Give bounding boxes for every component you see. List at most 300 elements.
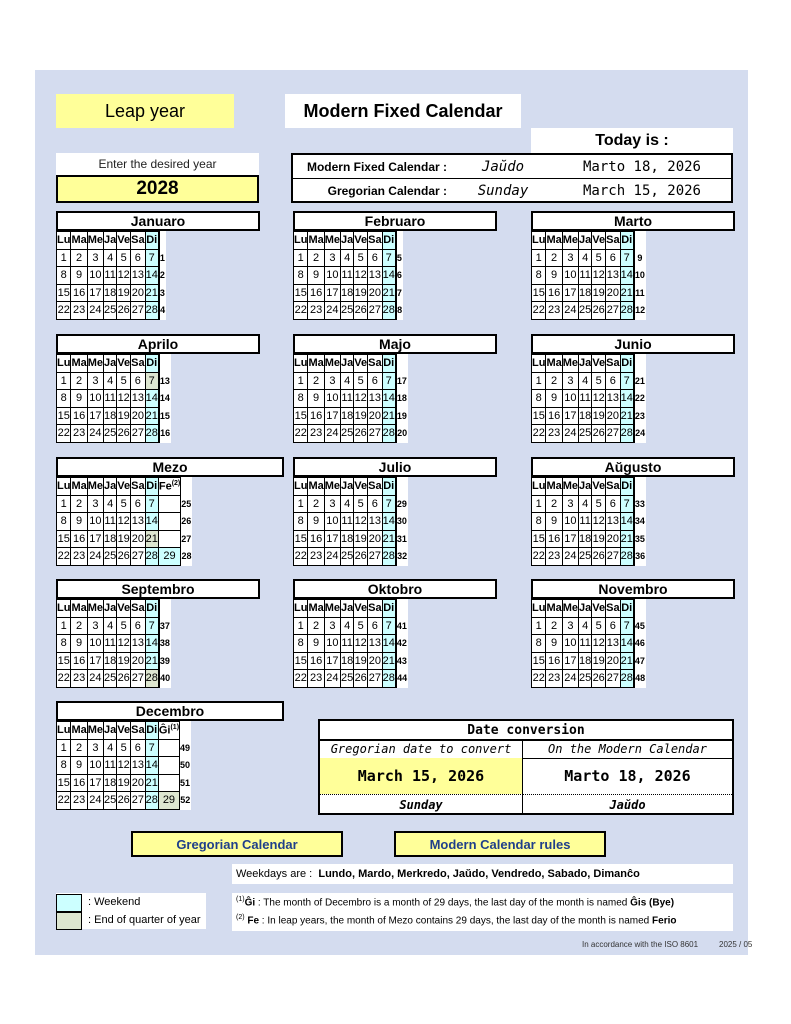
week-number: 34 xyxy=(634,516,645,527)
day-cell: 17 xyxy=(87,284,103,302)
day-cell: 18 xyxy=(104,774,117,792)
day-cell: 9 xyxy=(308,513,324,531)
day-header: Lu xyxy=(532,600,546,618)
day-cell: 27 xyxy=(131,670,145,688)
day-cell: 13 xyxy=(606,390,620,408)
week-number: 37 xyxy=(159,620,170,631)
day-cell: 25 xyxy=(104,302,117,320)
day-cell: 17 xyxy=(562,407,578,425)
day-cell: 8 xyxy=(57,513,71,531)
day-header: Di xyxy=(382,478,395,496)
day-cell: 4 xyxy=(341,617,354,635)
gregorian-calendar-button[interactable]: Gregorian Calendar xyxy=(131,831,343,857)
day-cell: 17 xyxy=(87,407,103,425)
day-header: Di xyxy=(145,478,158,496)
day-header: Ve xyxy=(592,232,606,250)
week-number: 7 xyxy=(396,287,402,298)
week-number: 20 xyxy=(397,428,408,439)
month-title: Aprilo xyxy=(56,334,260,354)
month-grid xyxy=(531,231,646,320)
day-header: Ve xyxy=(592,355,606,373)
day-cell: 12 xyxy=(592,513,606,531)
day-cell: 11 xyxy=(341,267,354,285)
extra-day-cell: 29 xyxy=(158,548,180,566)
day-cell: 7 xyxy=(145,739,158,757)
quarter-swatch xyxy=(56,912,82,930)
day-cell: 26 xyxy=(354,425,368,443)
day-cell: 9 xyxy=(71,267,87,285)
day-cell: 25 xyxy=(579,302,592,320)
day-cell: 16 xyxy=(71,407,87,425)
day-cell: 8 xyxy=(294,267,308,285)
day-header: Ve xyxy=(117,600,131,618)
day-cell: 10 xyxy=(562,513,578,531)
day-header: Sa xyxy=(606,478,620,496)
day-cell: 19 xyxy=(354,652,368,670)
day-cell: 14 xyxy=(145,390,158,408)
day-cell: 19 xyxy=(117,774,131,792)
day-header: Sa xyxy=(368,478,382,496)
day-cell: 6 xyxy=(131,372,145,390)
day-cell: 18 xyxy=(579,652,592,670)
day-cell: 11 xyxy=(579,390,592,408)
day-cell: 23 xyxy=(71,425,87,443)
week-number: 40 xyxy=(160,673,171,684)
week-number: 4 xyxy=(160,305,166,316)
day-header: Ve xyxy=(117,478,131,496)
day-cell: 17 xyxy=(324,652,340,670)
day-cell: 15 xyxy=(57,407,71,425)
day-cell: 22 xyxy=(532,302,546,320)
day-cell: 26 xyxy=(117,425,131,443)
week-number: 27 xyxy=(181,533,192,544)
day-cell: 22 xyxy=(294,670,308,688)
day-cell: 21 xyxy=(620,652,633,670)
day-header: Me xyxy=(324,600,340,618)
day-cell: 5 xyxy=(592,617,606,635)
day-cell: 26 xyxy=(592,670,606,688)
day-cell: 27 xyxy=(131,792,145,810)
day-cell: 18 xyxy=(341,652,354,670)
page-title: Modern Fixed Calendar xyxy=(285,94,521,128)
month-title: Marto xyxy=(531,211,735,231)
day-cell: 12 xyxy=(354,267,368,285)
day-header: Lu xyxy=(57,722,71,740)
day-cell: 15 xyxy=(532,530,546,548)
day-cell: 20 xyxy=(131,652,145,670)
day-cell: 22 xyxy=(57,548,71,566)
day-cell: 4 xyxy=(579,249,592,267)
day-cell: 19 xyxy=(592,284,606,302)
day-cell: 3 xyxy=(87,617,103,635)
day-cell: 22 xyxy=(57,792,71,810)
day-cell: 20 xyxy=(131,284,145,302)
day-header: Sa xyxy=(368,232,382,250)
day-header: Sa xyxy=(131,232,145,250)
day-cell: 28 xyxy=(382,670,395,688)
day-cell: 10 xyxy=(87,390,103,408)
day-cell: 28 xyxy=(382,302,395,320)
month-grid xyxy=(531,477,646,566)
month-grid xyxy=(56,599,171,688)
day-header: Me xyxy=(324,232,340,250)
day-cell: 6 xyxy=(131,249,145,267)
day-cell: 24 xyxy=(324,670,340,688)
weekdays-line xyxy=(232,864,733,884)
mfc-label: Modern Fixed Calendar : xyxy=(306,159,447,174)
extra-day-cell xyxy=(158,530,180,548)
mfc-date: Marto 18, 2026 xyxy=(582,158,701,175)
day-cell: 1 xyxy=(57,249,71,267)
day-cell: 16 xyxy=(308,407,324,425)
day-cell: 3 xyxy=(562,617,578,635)
day-cell: 20 xyxy=(606,652,620,670)
day-cell: 18 xyxy=(341,407,354,425)
month-grid xyxy=(293,354,408,443)
day-cell: 6 xyxy=(131,495,145,513)
day-cell: 15 xyxy=(57,652,71,670)
day-cell: 4 xyxy=(104,739,117,757)
week-number: 46 xyxy=(634,638,645,649)
day-cell: 14 xyxy=(620,513,633,531)
day-header: Di xyxy=(145,355,158,373)
week-number: 39 xyxy=(159,655,170,666)
day-header: Ve xyxy=(354,600,368,618)
day-header: Ja xyxy=(341,478,354,496)
extra-day-header: Fe$^{(2)}$ xyxy=(158,478,180,496)
day-cell: 23 xyxy=(546,670,562,688)
day-cell: 26 xyxy=(354,548,368,566)
note-2-mark: (2) xyxy=(236,914,245,921)
day-cell: 25 xyxy=(341,302,354,320)
week-number: 50 xyxy=(180,760,191,771)
day-header: Lu xyxy=(294,355,308,373)
day-cell: 8 xyxy=(57,635,71,653)
day-cell: 20 xyxy=(606,407,620,425)
week-number: 12 xyxy=(635,305,646,316)
month-title: Mezo xyxy=(56,457,284,477)
day-cell: 24 xyxy=(562,302,578,320)
gregorian-weekday: Sunday xyxy=(320,794,523,814)
weekend-legend-label: : Weekend xyxy=(88,896,141,908)
week-number: 8 xyxy=(397,305,403,316)
day-cell: 24 xyxy=(87,670,103,688)
day-header: Sa xyxy=(606,232,620,250)
note-1 xyxy=(236,896,674,908)
day-cell: 23 xyxy=(546,548,562,566)
day-cell: 19 xyxy=(354,407,368,425)
day-cell: 2 xyxy=(71,495,87,513)
week-number: 15 xyxy=(159,410,170,421)
enter-year-label: Enter the desired year xyxy=(56,153,259,175)
day-cell: 6 xyxy=(368,249,382,267)
modern-rules-button[interactable]: Modern Calendar rules xyxy=(394,831,606,857)
day-cell: 23 xyxy=(546,302,562,320)
day-cell: 15 xyxy=(57,774,71,792)
day-cell: 28 xyxy=(145,302,158,320)
day-cell: 6 xyxy=(606,617,620,635)
modern-date-output: Marto 18, 2026 xyxy=(564,767,691,785)
week-number: 22 xyxy=(634,393,645,404)
day-cell: 7 xyxy=(620,249,633,267)
day-header: Lu xyxy=(57,232,71,250)
day-cell: 11 xyxy=(104,267,117,285)
modern-header: On the Modern Calendar xyxy=(523,739,732,759)
month-title: Septembro xyxy=(56,579,260,599)
day-cell: 3 xyxy=(562,495,578,513)
day-cell: 21 xyxy=(620,407,633,425)
day-cell: 7 xyxy=(145,372,158,390)
day-cell: 22 xyxy=(57,670,71,688)
week-number: 48 xyxy=(635,673,646,684)
month-grid xyxy=(56,477,192,566)
day-cell: 2 xyxy=(71,617,87,635)
month-grid xyxy=(531,599,646,688)
day-header: Ma xyxy=(546,355,562,373)
day-cell: 7 xyxy=(145,495,158,513)
day-header: Ma xyxy=(308,478,324,496)
week-number: 5 xyxy=(396,252,402,263)
week-number: 10 xyxy=(634,270,645,281)
day-cell: 20 xyxy=(368,530,382,548)
day-cell: 12 xyxy=(117,513,131,531)
day-cell: 9 xyxy=(546,267,562,285)
day-cell: 21 xyxy=(145,530,158,548)
day-cell: 21 xyxy=(382,652,395,670)
day-cell: 9 xyxy=(71,513,87,531)
day-cell: 20 xyxy=(131,774,145,792)
week-number: 13 xyxy=(159,375,170,386)
day-cell: 1 xyxy=(294,249,308,267)
week-number: 52 xyxy=(180,795,191,806)
day-cell: 2 xyxy=(71,372,87,390)
day-cell: 7 xyxy=(620,495,633,513)
day-header: Ma xyxy=(546,600,562,618)
day-cell: 26 xyxy=(592,548,606,566)
day-cell: 27 xyxy=(606,670,620,688)
day-cell: 23 xyxy=(546,425,562,443)
day-cell: 7 xyxy=(145,617,158,635)
day-cell: 3 xyxy=(562,249,578,267)
day-header: Lu xyxy=(294,478,308,496)
day-cell: 22 xyxy=(57,302,71,320)
day-cell: 6 xyxy=(131,739,145,757)
day-cell: 27 xyxy=(131,548,145,566)
day-cell: 12 xyxy=(354,513,368,531)
day-cell: 10 xyxy=(562,390,578,408)
day-cell: 27 xyxy=(131,425,145,443)
day-cell: 7 xyxy=(382,372,395,390)
month-title: Januaro xyxy=(56,211,260,231)
week-number: 28 xyxy=(181,551,192,562)
leap-year-label: Leap year xyxy=(56,94,234,128)
day-cell: 17 xyxy=(562,530,578,548)
day-header: Lu xyxy=(532,232,546,250)
day-header: Lu xyxy=(532,355,546,373)
day-cell: 20 xyxy=(606,284,620,302)
day-cell: 21 xyxy=(145,652,158,670)
day-cell: 27 xyxy=(368,302,382,320)
day-header: Lu xyxy=(294,232,308,250)
day-cell: 2 xyxy=(546,249,562,267)
day-cell: 22 xyxy=(294,548,308,566)
day-cell: 24 xyxy=(562,670,578,688)
day-cell: 13 xyxy=(606,635,620,653)
day-cell: 7 xyxy=(382,495,395,513)
day-cell: 18 xyxy=(104,530,117,548)
month-title: Majo xyxy=(293,334,497,354)
note-1-text: : The month of Decembro is a month of 29 days, the last day of the month is named xyxy=(257,897,628,909)
day-cell: 2 xyxy=(308,249,324,267)
day-cell: 16 xyxy=(308,652,324,670)
day-header: Lu xyxy=(57,600,71,618)
day-cell: 3 xyxy=(324,372,340,390)
week-number: 42 xyxy=(396,638,407,649)
day-cell: 13 xyxy=(606,267,620,285)
day-cell: 15 xyxy=(294,530,308,548)
day-cell: 3 xyxy=(324,617,340,635)
day-cell: 2 xyxy=(308,617,324,635)
day-cell: 13 xyxy=(131,513,145,531)
day-cell: 19 xyxy=(592,407,606,425)
today-label: Today is : xyxy=(531,128,733,153)
week-number: 43 xyxy=(396,655,407,666)
month-title: Novembro xyxy=(531,579,735,599)
day-cell: 23 xyxy=(71,548,87,566)
day-cell: 14 xyxy=(620,390,633,408)
weekdays-label: Weekdays are : xyxy=(236,868,313,880)
week-number: 33 xyxy=(634,498,645,509)
day-cell: 16 xyxy=(546,407,562,425)
day-header: Ma xyxy=(71,232,87,250)
week-number: 3 xyxy=(159,287,165,298)
day-cell: 22 xyxy=(57,425,71,443)
day-cell: 19 xyxy=(354,284,368,302)
gregorian-date-input[interactable]: March 15, 2026 xyxy=(320,758,523,794)
day-cell: 4 xyxy=(104,495,117,513)
day-cell: 18 xyxy=(104,652,117,670)
day-cell: 10 xyxy=(87,513,103,531)
day-cell: 13 xyxy=(131,757,145,775)
day-cell: 11 xyxy=(579,513,592,531)
day-cell: 6 xyxy=(368,495,382,513)
day-cell: 15 xyxy=(532,652,546,670)
day-cell: 5 xyxy=(354,249,368,267)
note-2-name: Ferio xyxy=(652,915,677,927)
week-number: 35 xyxy=(634,533,645,544)
day-cell: 7 xyxy=(620,617,633,635)
day-cell: 21 xyxy=(145,284,158,302)
day-header: Me xyxy=(87,478,103,496)
version: 2025 / 05 xyxy=(719,940,753,949)
week-number: 26 xyxy=(181,516,192,527)
day-cell: 9 xyxy=(546,390,562,408)
day-cell: 22 xyxy=(532,425,546,443)
day-cell: 24 xyxy=(87,425,103,443)
day-cell: 9 xyxy=(71,757,87,775)
day-header: Me xyxy=(562,478,578,496)
day-cell: 1 xyxy=(57,739,71,757)
day-cell: 26 xyxy=(592,425,606,443)
day-cell: 4 xyxy=(579,617,592,635)
week-number: 41 xyxy=(396,620,407,631)
day-cell: 17 xyxy=(324,530,340,548)
day-cell: 23 xyxy=(308,425,324,443)
day-cell: 13 xyxy=(368,390,382,408)
day-cell: 4 xyxy=(341,249,354,267)
day-cell: 4 xyxy=(579,495,592,513)
day-cell: 18 xyxy=(579,407,592,425)
year-input[interactable]: 2028 xyxy=(56,175,259,203)
day-cell: 1 xyxy=(532,617,546,635)
day-header: Sa xyxy=(368,355,382,373)
day-cell: 14 xyxy=(145,513,158,531)
day-cell: 9 xyxy=(71,390,87,408)
day-cell: 15 xyxy=(294,407,308,425)
day-cell: 27 xyxy=(368,670,382,688)
day-cell: 11 xyxy=(104,635,117,653)
day-cell: 14 xyxy=(620,635,633,653)
day-cell: 17 xyxy=(87,774,103,792)
day-cell: 18 xyxy=(579,530,592,548)
day-cell: 5 xyxy=(117,495,131,513)
day-cell: 3 xyxy=(562,372,578,390)
day-header: Ja xyxy=(104,232,117,250)
extra-day-cell: 29 xyxy=(158,792,179,810)
day-cell: 9 xyxy=(308,390,324,408)
week-number: 11 xyxy=(635,287,645,298)
day-header: Ve xyxy=(117,355,131,373)
day-header: Ja xyxy=(579,478,592,496)
week-number: 1 xyxy=(159,252,165,263)
day-cell: 11 xyxy=(341,635,354,653)
day-cell: 10 xyxy=(324,635,340,653)
day-header: Ve xyxy=(354,355,368,373)
day-cell: 24 xyxy=(87,302,103,320)
week-number: 6 xyxy=(396,270,402,281)
week-number: 9 xyxy=(637,252,643,263)
day-header: Ja xyxy=(104,478,117,496)
day-cell: 6 xyxy=(131,617,145,635)
day-cell: 8 xyxy=(294,513,308,531)
day-cell: 26 xyxy=(117,548,131,566)
day-cell: 3 xyxy=(324,495,340,513)
extra-day-header: $Ĝi^{(1)}$ xyxy=(158,722,179,740)
conversion-title: Date conversion xyxy=(320,721,732,741)
day-header: Ja xyxy=(341,232,354,250)
note-2 xyxy=(236,914,676,926)
day-header: Ve xyxy=(354,478,368,496)
day-cell: 7 xyxy=(382,617,395,635)
day-cell: 24 xyxy=(87,792,103,810)
day-header: Ma xyxy=(308,355,324,373)
day-cell: 9 xyxy=(308,267,324,285)
note-2-text: : In leap years, the month of Mezo contains 29 days, the last day of the month is named xyxy=(261,915,650,927)
day-cell: 24 xyxy=(562,548,578,566)
extra-day-cell xyxy=(158,757,179,775)
day-header: Me xyxy=(562,600,578,618)
day-header: Ma xyxy=(71,355,87,373)
day-header: Di xyxy=(620,600,633,618)
day-cell: 21 xyxy=(620,530,633,548)
month-title: Decembro xyxy=(56,701,284,721)
day-cell: 4 xyxy=(341,372,354,390)
day-cell: 2 xyxy=(308,495,324,513)
day-header: Di xyxy=(620,355,633,373)
day-header: Lu xyxy=(294,600,308,618)
day-cell: 13 xyxy=(606,513,620,531)
day-cell: 19 xyxy=(117,284,131,302)
